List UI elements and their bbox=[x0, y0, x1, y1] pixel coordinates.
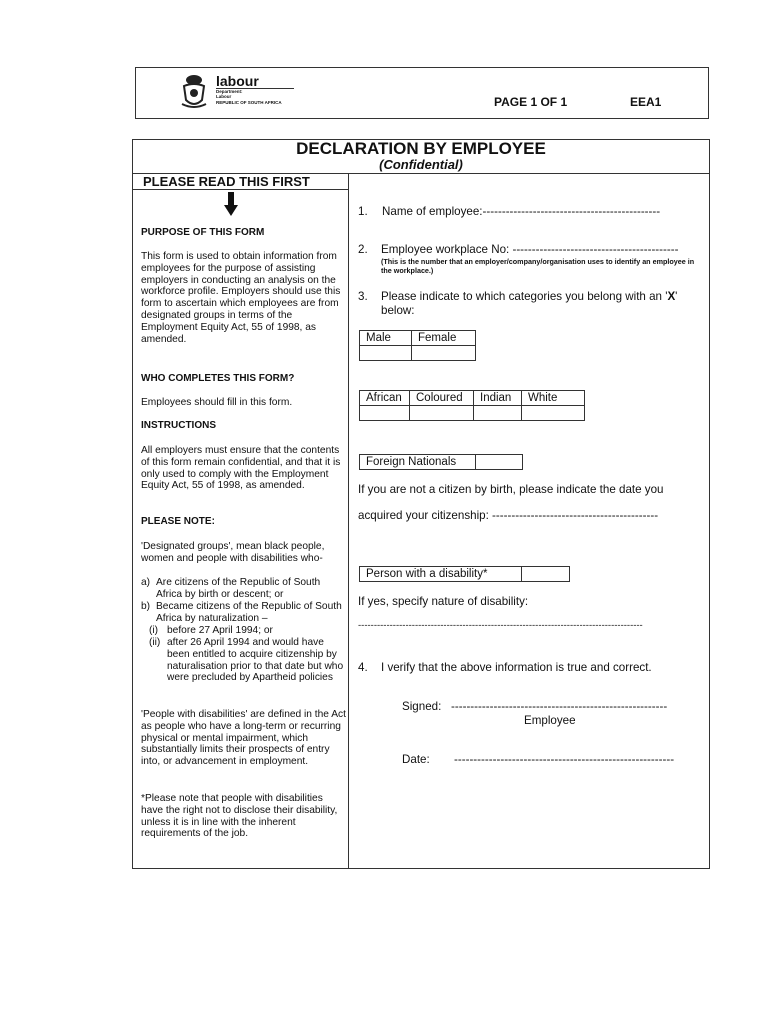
read-first-divider bbox=[132, 189, 349, 190]
gender-female-checkbox[interactable] bbox=[412, 346, 476, 361]
race-indian-label: Indian bbox=[474, 391, 522, 406]
population-group-table bbox=[359, 390, 585, 421]
verification-statement: I verify that the above information is true and correct. bbox=[381, 661, 652, 674]
race-african-checkbox[interactable] bbox=[360, 406, 410, 421]
note-ii-marker: (ii) bbox=[149, 637, 161, 648]
disability-definition: 'People with disabilities' are defined in the Act as people who have a long-term or recurring physical or mental impairment, which substantially limits their prospects of entry into, or advancement in employment. bbox=[141, 709, 346, 768]
race-white-checkbox[interactable] bbox=[522, 406, 585, 421]
logo-line-labour: Labour bbox=[216, 94, 232, 99]
disability-label: Person with a disability* bbox=[359, 566, 522, 582]
form-title: DECLARATION BY EMPLOYEE bbox=[296, 139, 546, 158]
instructions-text: All employers must ensure that the contents of this form remain confidential, and that it is only used to comply with the Employment Equity Act, 55 of 1998, as amended. bbox=[141, 445, 341, 492]
logo-line-department: Department: bbox=[216, 89, 243, 94]
instructions-heading: INSTRUCTIONS bbox=[141, 420, 216, 431]
note-ii-text: after 26 April 1994 and would have been entitled to acquire citizenship by naturalisation prior to that date but who were precluded by Apartheid policies bbox=[167, 637, 344, 684]
gender-male-checkbox[interactable] bbox=[360, 346, 412, 361]
purpose-text: This form is used to obtain information from employees for the purpose of assisting employers in conducting an analysis on the workforce profile. Employers should use this form to ascertain which employees are from designated groups in terms of the Employment Equity Act, 55 of 1998, as amended. bbox=[141, 251, 341, 345]
page-number: PAGE 1 OF 1 bbox=[494, 95, 568, 109]
signed-label: Signed: bbox=[402, 700, 442, 713]
foreign-nationals-label: Foreign Nationals bbox=[359, 454, 476, 470]
q3-text-b: ' bbox=[675, 290, 678, 303]
purpose-heading: PURPOSE OF THIS FORM bbox=[141, 227, 265, 238]
race-african-label: African bbox=[360, 391, 410, 406]
please-note-heading: PLEASE NOTE: bbox=[141, 516, 215, 527]
disability-checkbox[interactable] bbox=[521, 566, 570, 582]
disability-specify-label: If yes, specify nature of disability: bbox=[358, 595, 529, 608]
workplace-number-field[interactable]: Employee workplace No: ------------------------------------------- bbox=[381, 243, 679, 256]
note-i-text: before 27 April 1994; or bbox=[167, 625, 273, 636]
race-coloured-checkbox[interactable] bbox=[410, 406, 474, 421]
q2-number: 2. bbox=[358, 243, 368, 256]
q1-number: 1. bbox=[358, 205, 368, 218]
signature-field[interactable]: -------------------------------------------------------- bbox=[451, 700, 668, 713]
logo-line-republic: REPUBLIC OF SOUTH AFRICA bbox=[216, 100, 282, 105]
date-field[interactable]: --------------------------------------------------------- bbox=[454, 753, 675, 766]
column-divider bbox=[348, 173, 349, 869]
form-subtitle: (Confidential) bbox=[379, 157, 463, 172]
citizenship-date-field[interactable]: acquired your citizenship: ------------------------------------------- bbox=[358, 509, 659, 522]
who-text: Employees should fill in this form. bbox=[141, 397, 293, 408]
who-heading: WHO COMPLETES THIS FORM? bbox=[141, 373, 295, 384]
employee-name-field[interactable]: Name of employee:---------------------------------------------- bbox=[382, 205, 661, 218]
race-indian-checkbox[interactable] bbox=[474, 406, 522, 421]
note-b-text: Became citizens of the Republic of South Africa by naturalization – bbox=[156, 601, 342, 624]
employee-caption: Employee bbox=[524, 714, 576, 727]
logo-wordmark: labour bbox=[216, 73, 259, 89]
note-a-text: Are citizens of the Republic of South Africa by birth or descent; or bbox=[156, 577, 321, 600]
date-label: Date: bbox=[402, 753, 430, 766]
designated-groups-intro: 'Designated groups', mean black people, women and people with disabilities who- bbox=[141, 541, 325, 564]
note-b-marker: b) bbox=[141, 601, 151, 612]
q3-instruction bbox=[381, 290, 706, 303]
disclosure-note: *Please note that people with disabilities have the right not to disclose their disability, unless it is in line with the inherent requirements of the job. bbox=[141, 793, 338, 840]
gender-female-label: Female bbox=[412, 331, 476, 346]
q3-text-a: Please indicate to which categories you belong with an ' bbox=[381, 290, 668, 303]
q4-number: 4. bbox=[358, 661, 368, 674]
q3-below: below: bbox=[381, 304, 415, 317]
note-a-marker: a) bbox=[141, 577, 151, 588]
race-coloured-label: Coloured bbox=[410, 391, 474, 406]
citizenship-question: If you are not a citizen by birth, please indicate the date you bbox=[358, 483, 664, 496]
read-first-heading: PLEASE READ THIS FIRST bbox=[143, 174, 310, 189]
q3-x-mark: X bbox=[667, 290, 676, 303]
gender-table bbox=[359, 330, 476, 361]
note-i-marker: (i) bbox=[149, 625, 159, 636]
arrow-down-icon bbox=[224, 192, 238, 216]
workplace-number-note: (This is the number that an employer/company/organisation uses to identify an employee in the workplace.) bbox=[381, 257, 695, 275]
disability-nature-field[interactable]: ------------------------------------------------------------------------------------------ bbox=[358, 620, 643, 631]
coat-of-arms-icon bbox=[180, 72, 208, 110]
race-white-label: White bbox=[522, 391, 585, 406]
foreign-nationals-checkbox[interactable] bbox=[475, 454, 523, 470]
gender-male-label: Male bbox=[360, 331, 412, 346]
q3-number: 3. bbox=[358, 290, 368, 303]
form-code: EEA1 bbox=[630, 95, 662, 109]
